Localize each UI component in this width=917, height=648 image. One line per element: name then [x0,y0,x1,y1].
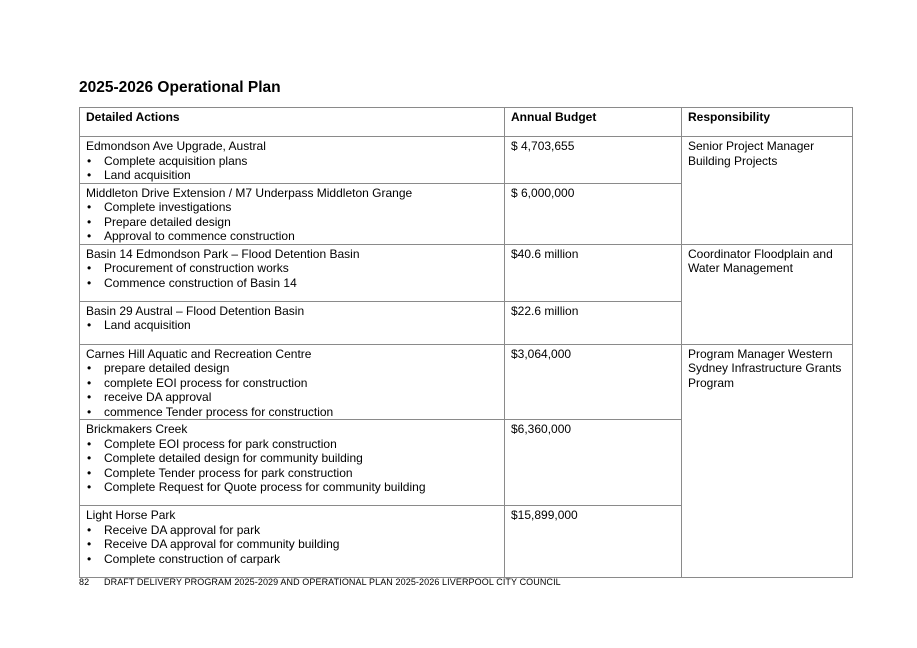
action-cell [80,137,505,184]
list-item: • Complete investigations [86,200,498,215]
action-list [86,523,498,567]
action-title: Basin 14 Edmondson Park – Flood Detention Basin [86,246,360,261]
table-row [80,244,853,301]
responsibility-text: Coordinator Floodplain and Water Management [688,246,833,275]
action-title: Basin 29 Austral – Flood Detention Basin [86,303,305,318]
table-header-row [80,108,853,137]
list-item: • Prepare detailed design [86,215,498,230]
budget-cell: $15,899,000 [505,506,682,578]
list-item: • Complete detailed design for community building [86,451,498,466]
budget-cell: $3,064,000 [505,344,682,420]
list-item: • Complete construction of carpark [86,552,498,567]
budget-cell: $6,360,000 [505,420,682,506]
action-list [86,261,498,290]
action-title: Light Horse Park [86,508,176,522]
action-cell [80,183,505,244]
list-item: • Complete EOI process for park construction [86,437,498,452]
list-item: • Commence construction of Basin 14 [86,276,498,291]
action-title: Carnes Hill Aquatic and Recreation Centre [86,346,312,361]
action-title: Edmondson Ave Upgrade, Austral [86,139,266,153]
budget-cell: $22.6 million [505,301,682,344]
table-row [80,137,853,184]
page-title: 2025-2026 Operational Plan [79,79,281,96]
list-item: • Procurement of construction works [86,261,498,276]
list-item: • Receive DA approval for park [86,523,498,538]
footer-text: DRAFT DELIVERY PROGRAM 2025-2029 AND OPERATIONAL PLAN 2025-2026 LIVERPOOL CITY COUNCIL [104,577,561,587]
page-footer [79,577,561,588]
list-item: • prepare detailed design [86,361,498,376]
table-row [80,344,853,420]
page-number: 82 [79,577,90,587]
list-item: • Complete acquisition plans [86,154,498,169]
action-title: Middleton Drive Extension / M7 Underpass Middleton Grange [86,185,413,200]
list-item: • Approval to commence construction [86,229,498,244]
operational-plan-table [79,107,853,578]
action-cell [80,344,505,420]
budget-cell: $40.6 million [505,244,682,301]
action-cell [80,244,505,301]
action-list [86,318,498,333]
action-list [86,200,498,244]
list-item: • Land acquisition [86,318,498,333]
budget-cell: $ 4,703,655 [505,137,682,184]
header-detailed-actions: Detailed Actions [80,108,505,137]
list-item: • receive DA approval [86,390,498,405]
action-list [86,437,498,495]
list-item: • Complete Request for Quote process for community building [86,480,498,495]
list-item: • Receive DA approval for community building [86,537,498,552]
responsibility-cell [682,344,853,578]
responsibility-text: Senior Project Manager Building Projects [688,139,815,168]
responsibility-cell [682,137,853,245]
responsibility-cell [682,244,853,344]
budget-cell: $ 6,000,000 [505,183,682,244]
list-item: • commence Tender process for construction [86,405,498,420]
action-title: Brickmakers Creek [86,422,188,436]
header-annual-budget: Annual Budget [505,108,682,137]
list-item: • complete EOI process for construction [86,376,498,391]
header-responsibility: Responsibility [682,108,853,137]
action-list [86,154,498,183]
list-item: • Land acquisition [86,168,498,183]
responsibility-text: Program Manager Western Sydney Infrastructure Grants Program [688,346,842,390]
action-list [86,361,498,419]
action-cell [80,420,505,506]
action-cell [80,506,505,578]
list-item: • Complete Tender process for park construction [86,466,498,481]
action-cell [80,301,505,344]
